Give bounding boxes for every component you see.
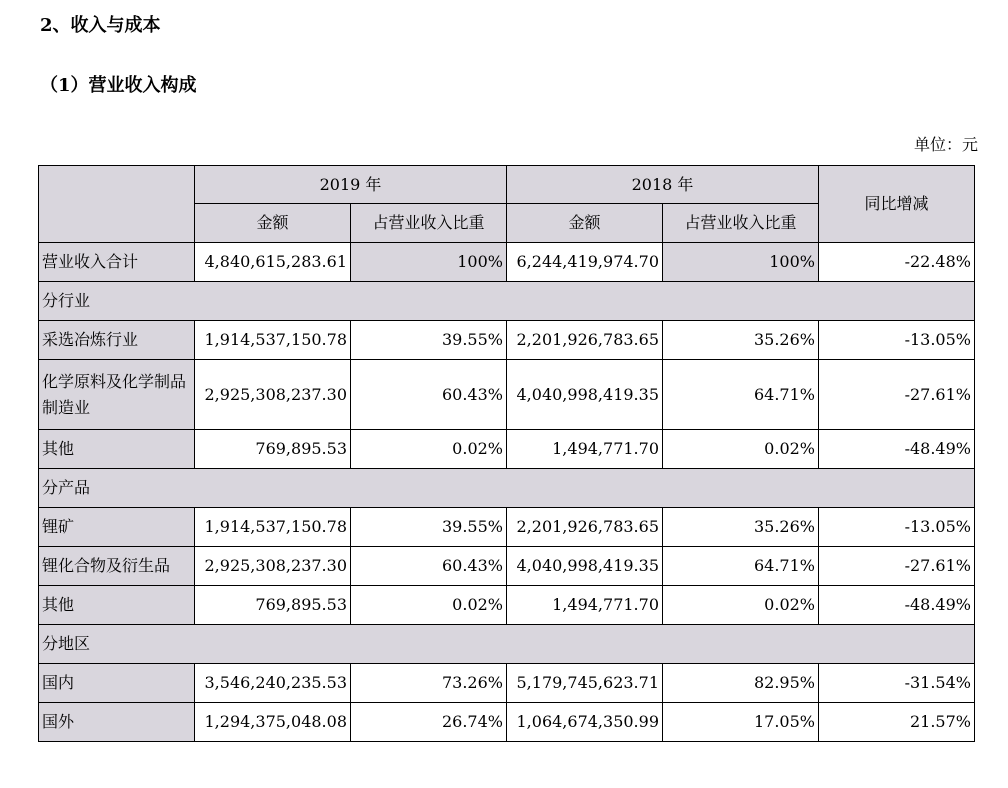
group-header-row [39, 469, 975, 508]
group-title: 分地区 [39, 625, 975, 664]
header-share-2018: 占营业收入比重 [663, 204, 819, 243]
subsection-title: （1）营业收入构成 [40, 75, 197, 96]
amount-2018-cell: 1,494,771.70 [507, 586, 663, 625]
share-2019-cell: 0.02% [351, 430, 507, 469]
yoy-cell: -31.54% [819, 664, 975, 703]
amount-2018-cell: 6,244,419,974.70 [507, 243, 663, 282]
share-2018-cell: 100% [663, 243, 819, 282]
row-label: 国内 [39, 664, 195, 703]
share-2019-cell: 60.43% [351, 547, 507, 586]
table-row [39, 547, 975, 586]
share-2018-cell: 64.71% [663, 360, 819, 430]
header-year-2018: 2018 年 [507, 166, 819, 204]
share-2019-cell: 26.74% [351, 703, 507, 742]
amount-2019-cell: 1,914,537,150.78 [195, 508, 351, 547]
amount-2018-cell: 2,201,926,783.65 [507, 321, 663, 360]
table-row [39, 321, 975, 360]
amount-2019-cell: 2,925,308,237.30 [195, 360, 351, 430]
header-amount-2018: 金额 [507, 204, 663, 243]
amount-2019-cell: 3,546,240,235.53 [195, 664, 351, 703]
header-yoy: 同比增减 [819, 166, 975, 243]
share-2018-cell: 64.71% [663, 547, 819, 586]
yoy-cell: -13.05% [819, 321, 975, 360]
table-header-row-years [39, 166, 975, 204]
share-2019-cell: 39.55% [351, 508, 507, 547]
header-year-2019: 2019 年 [195, 166, 507, 204]
table-row-total [39, 243, 975, 282]
group-header-row [39, 282, 975, 321]
yoy-cell: -27.61% [819, 360, 975, 430]
row-label: 其他 [39, 586, 195, 625]
amount-2018-cell: 5,179,745,623.71 [507, 664, 663, 703]
revenue-composition-table [38, 165, 975, 742]
unit-label: 单位：元 [913, 135, 978, 154]
amount-2018-cell: 4,040,998,419.35 [507, 547, 663, 586]
share-2019-cell: 100% [351, 243, 507, 282]
group-title: 分行业 [39, 282, 975, 321]
amount-2019-cell: 1,294,375,048.08 [195, 703, 351, 742]
share-2018-cell: 82.95% [663, 664, 819, 703]
yoy-cell: -48.49% [819, 430, 975, 469]
group-title: 分产品 [39, 469, 975, 508]
share-2018-cell: 35.26% [663, 508, 819, 547]
yoy-cell: -22.48% [819, 243, 975, 282]
share-2019-cell: 60.43% [351, 360, 507, 430]
table-row [39, 430, 975, 469]
table-row [39, 508, 975, 547]
table-row [39, 360, 975, 430]
amount-2019-cell: 1,914,537,150.78 [195, 321, 351, 360]
table-row [39, 703, 975, 742]
yoy-cell: -48.49% [819, 586, 975, 625]
amount-2018-cell: 2,201,926,783.65 [507, 508, 663, 547]
amount-2019-cell: 769,895.53 [195, 586, 351, 625]
row-label: 其他 [39, 430, 195, 469]
header-amount-2019: 金额 [195, 204, 351, 243]
share-2018-cell: 17.05% [663, 703, 819, 742]
row-label: 锂矿 [39, 508, 195, 547]
share-2018-cell: 0.02% [663, 430, 819, 469]
amount-2019-cell: 4,840,615,283.61 [195, 243, 351, 282]
amount-2019-cell: 2,925,308,237.30 [195, 547, 351, 586]
header-blank-cell [39, 166, 195, 243]
yoy-cell: 21.57% [819, 703, 975, 742]
row-label: 国外 [39, 703, 195, 742]
row-label: 采选冶炼行业 [39, 321, 195, 360]
group-header-row [39, 625, 975, 664]
yoy-cell: -27.61% [819, 547, 975, 586]
row-label: 化学原料及化学制品制造业 [39, 360, 195, 430]
share-2019-cell: 73.26% [351, 664, 507, 703]
section-title: 2、收入与成本 [40, 15, 161, 36]
share-2019-cell: 0.02% [351, 586, 507, 625]
amount-2018-cell: 1,064,674,350.99 [507, 703, 663, 742]
amount-2018-cell: 1,494,771.70 [507, 430, 663, 469]
yoy-cell: -13.05% [819, 508, 975, 547]
table-row [39, 586, 975, 625]
amount-2019-cell: 769,895.53 [195, 430, 351, 469]
share-2018-cell: 0.02% [663, 586, 819, 625]
share-2018-cell: 35.26% [663, 321, 819, 360]
share-2019-cell: 39.55% [351, 321, 507, 360]
row-label: 营业收入合计 [39, 243, 195, 282]
header-share-2019: 占营业收入比重 [351, 204, 507, 243]
amount-2018-cell: 4,040,998,419.35 [507, 360, 663, 430]
table-row [39, 664, 975, 703]
row-label: 锂化合物及衍生品 [39, 547, 195, 586]
